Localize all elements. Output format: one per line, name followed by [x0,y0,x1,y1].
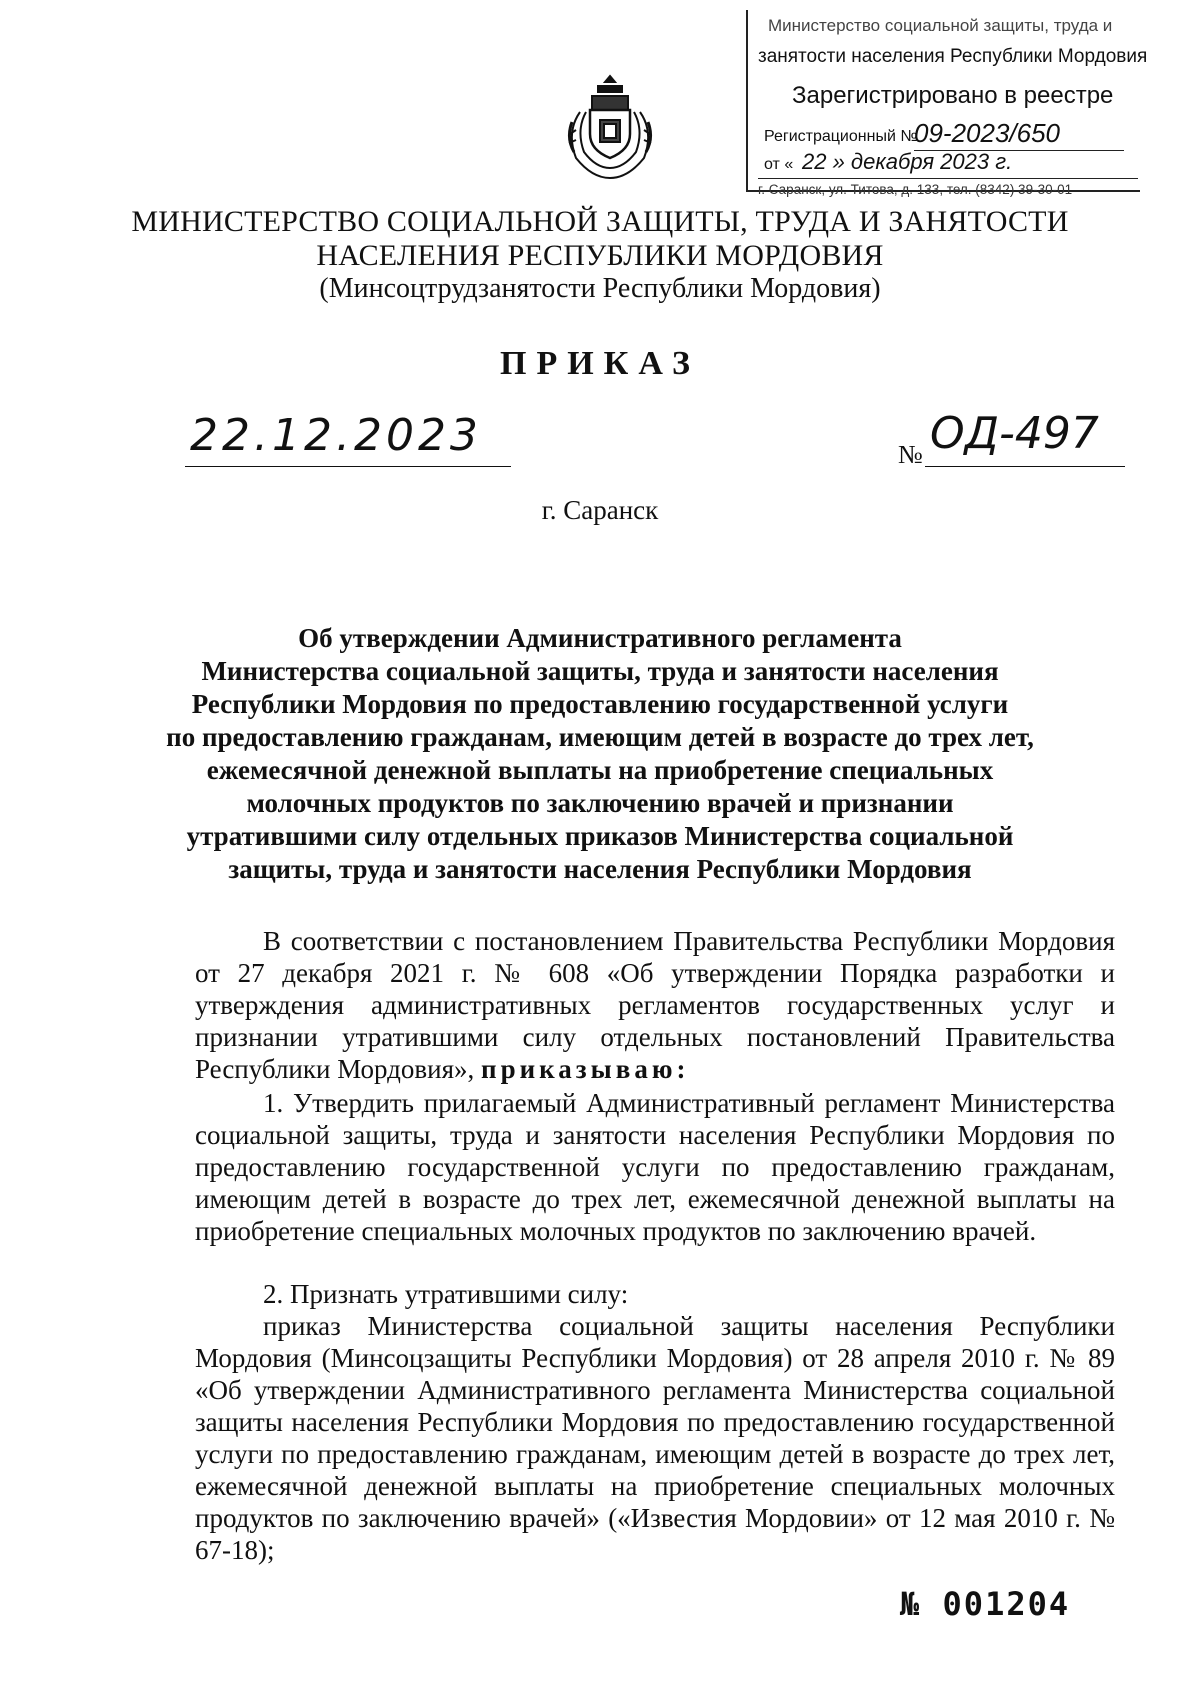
stamp-reg-label: Регистрационный № [764,128,918,145]
ministry-name [0,205,1200,273]
item-2-paragraph: 2. Признать утратившими силу: [263,1279,629,1309]
stamp-address: г. Саранск, ул. Титова, д. 133, тел. (8342) 39-30-01 [758,182,1073,197]
stamp-date-label: от « [764,156,794,173]
registration-stamp [746,10,1148,197]
order-word: приказываю: [481,1054,690,1084]
ministry-short-name: (Минсоцтрудзанятости Республики Мордовия) [319,273,881,304]
preamble-text: В соответствии с постановлением Правительства Республики Мордовия от 27 декабря 2021 г. № 608 «Об утверждении Порядка разработки и утверждения административных регламентов государственных услуг и признании утратившими силу отдельных постановлений Правительства Республики Мордовия», [195,926,1115,1084]
order-number: ОД-497 [930,408,1099,459]
stamp-date-value: 22 » декабря 2023 г. [802,149,1013,174]
document-type: ПРИКАЗ [500,345,700,382]
order-number-underline [925,466,1125,467]
subject-line: Об утверждении Административного регламента [298,623,902,653]
form-serial-number: № 001204 [900,1585,1071,1623]
stamp-reg-number: 09-2023/650 [914,118,1061,148]
subject-line: Республики Мордовия по предоставлению государственной услуги [191,689,1009,719]
coat-of-arms-icon [560,72,660,182]
subject-line: Министерства социальной защиты, труда и занятости населения [201,656,999,686]
order-date: 22.12.2023 [190,410,482,461]
ministry-name-line2: НАСЕЛЕНИЯ РЕСПУБЛИКИ МОРДОВИЯ [316,239,884,272]
subject-line: утратившими силу отдельных приказов Министерства социальной [186,821,1014,851]
subject-line: ежемесячной денежной выплаты на приобретение специальных [206,755,994,785]
item-2-sub-paragraph: приказ Министерства социальной защиты населения Республики Мордовия (Минсоцзащиты Республики Мордовия) от 28 апреля 2010 г. № 89 «Об утверждении Административного регламента Министерства социальной защиты населения Республики Мордовия по предоставлению государственной услуги по предоставлению гражданам, имеющим детей в возрасте до трех лет, ежемесячной денежной выплаты на приобретение специальных молочных продуктов по заключению врачей» («Известия Мордовии» от 12 мая 2010 г. № 67-18); [195,1311,1115,1565]
stamp-ministry-line2: занятости населения Республики Мордовия [758,46,1148,67]
ministry-name-line1: МИНИСТЕРСТВО СОЦИАЛЬНОЙ ЗАЩИТЫ, ТРУДА И ЗАНЯТОСТИ [131,205,1069,238]
subject-line: по предоставлению гражданам, имеющим детей в возрасте до трех лет, [166,722,1034,752]
preamble-paragraph [195,925,1115,1085]
order-number-label: № [898,440,923,469]
stamp-divider [758,178,1138,179]
stamp-ministry-line1: Министерство социальной защиты, труда и [768,16,1113,35]
city: г. Саранск [541,495,659,525]
order-date-underline [185,466,511,467]
subject-line: защиты, труда и занятости населения Республики Мордовия [228,854,972,884]
subject-line: молочных продуктов по заключению врачей и признании [246,788,954,818]
stamp-title: Зарегистрировано в реестре [792,82,1114,109]
item-1-paragraph: 1. Утвердить прилагаемый Административный регламент Министерства социальной защиты, труда и занятости населения Республики Мордовия по предоставлению государственной услуги по предоставлению гражданам, имеющим детей в возрасте до трех лет, ежемесячной денежной выплаты на приобретение специальных молочных продуктов по заключению врачей. [195,1088,1115,1246]
order-subject [0,622,1200,886]
